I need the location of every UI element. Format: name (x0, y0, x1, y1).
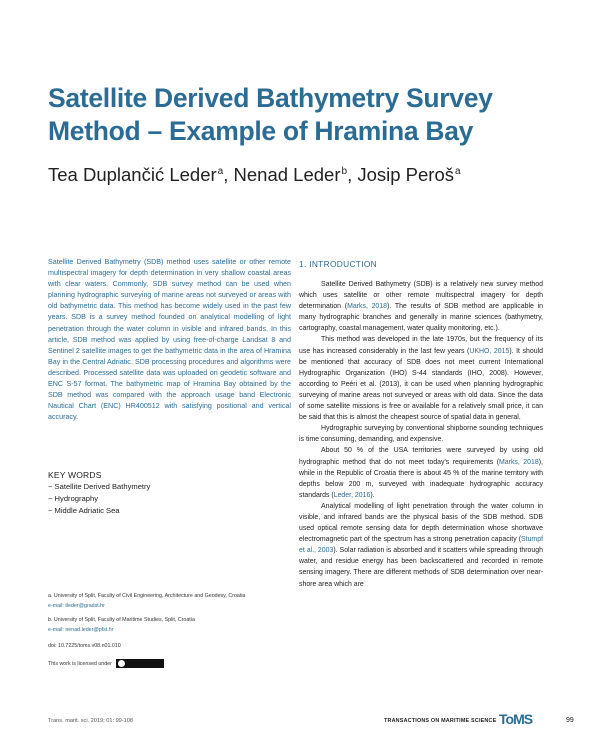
citation-link[interactable]: Leder, 2016 (333, 491, 371, 499)
journal-logo: ToMS (499, 711, 533, 727)
creative-commons-badge-icon[interactable] (116, 659, 164, 668)
keywords-heading: KEY WORDS (48, 470, 102, 480)
author-name: Tea Duplančić Leder (48, 164, 217, 185)
affiliation-b: b. University of Split, Faculty of Maritime Studies, Split, Croatia (48, 617, 195, 623)
paragraph: Analytical modelling of light penetration through the water column in visible, and infrared bands are the physical basis of the SDB method. SDB used optical remote sensing data for depth determination whose shortwave electromagnetic part of the spectrum has a strong penetration capacity (Stumpf et al., 2003). Solar radiation is absorbed and it scatters while spreading through water, and residue energy has been backscattered and recorded in remote sensing imagery. There are different methods of SDB determination over near-shore area which are (299, 502, 543, 588)
footer-journal-name: TRANSACTIONS ON MARITIME SCIENCE (384, 718, 497, 724)
license (48, 659, 164, 668)
email-a-link[interactable]: e-mail: tleder@gradst.hr (48, 603, 105, 609)
title-line-1: Satellite Derived Bathymetry Survey (48, 83, 493, 113)
author-affiliation-mark: a (455, 165, 461, 177)
email-b-link[interactable]: e-mail: nenad.leder@pfst.hr (48, 627, 114, 633)
citation-link[interactable]: UKHO, 2015 (469, 347, 510, 355)
citation-link[interactable]: Stumpf et al., 2003 (299, 536, 543, 555)
paragraph: This method was developed in the late 1970s, but the frequency of its use has increased considerably in the last few years (UKHO, 2015). It should be mentioned that accuracy of SDB does not meet current International Hydrographic Organization (IHO) S-44 standards (IHO, 2008). However, according to Peéri et al. (2013), it can be used when planning hydrographic surveying of marine areas not surveyed or areas with old data. Since the data of some satellite missions is free or available for a relatively small price, it can be said that this is almost the cheapest source of spatial data in general. (299, 336, 543, 422)
license-text: This work is licensed under (48, 660, 112, 667)
keyword: ~ Hydrography (48, 494, 99, 504)
affiliation-a: a. University of Split, Faculty of Civil Engineering, Architecture and Geodesy, Croatia (48, 593, 246, 599)
abstract: Satellite Derived Bathymetry (SDB) method uses satellite or other remote multispectral imagery for depth determination in very shallow coastal areas with clear waters. Commonly, SDB survey method can be used when planning hydrographic surveying of marine areas not surveyed or areas with old bathymetric data. This method has become widely used in the past few years. SDB is a survey method founded on analytical modelling of light penetration through the water column in visible and infrared bands. In this article, SDB method was applied by using free-of-charge Landsat 8 and Sentinel 2 satellite images to get the bathymetric data in the area of Hramina Bay in the Central Adriatic. SDB processing procedures and algorithms were described. Processed satellite data was uploaded on geodetic software and ENC S-57 format. The bathymetric map of Hramina Bay obtained by the SDB method was compared with the approach usage band Electronic Nautical Chart (ENC) HR400512 with satisfying positional and vertical accuracy. (48, 258, 291, 422)
keyword: ~ Satellite Derived Bathymetry (48, 482, 151, 491)
author-name: Josip Peroš (357, 164, 454, 185)
doi: doi: 10.7225/toms.v08.n01.010 (48, 643, 121, 649)
title-line-2: Method – Example of Hramina Bay (48, 116, 474, 146)
body-text (299, 279, 543, 590)
paragraph: Satellite Derived Bathymetry (SDB) is a relatively new survey method which uses satellite or other remote multispectral imagery for depth determination (Marks, 2018). The results of SDB method are applicable in many hydrographic branches and generally in marine sciences (bathymetry, cartography, coastal management, water quality monitoring, etc.). (299, 281, 543, 333)
author-affiliation-mark: b (341, 165, 348, 177)
paragraph: Hydrographic surveying by conventional shipborne sounding techniques is time consuming, demanding, and expensive. (299, 425, 543, 444)
citation-link[interactable]: Marks, 2018 (347, 303, 388, 311)
authors: Tea Duplančić Leder$^a$, Nenad Leder$^b$, Josip Peroš$^a$ (48, 164, 461, 185)
section-heading-introduction: 1. INTRODUCTION (299, 259, 378, 269)
keyword: ~ Middle Adriatic Sea (48, 506, 120, 516)
author-affiliation-mark: a (217, 165, 224, 177)
paper-title (48, 82, 558, 148)
footer-citation: Trans. marit. sci. 2019; 01: 99-108 (48, 718, 133, 724)
citation-link[interactable]: Marks, 2018 (499, 458, 539, 466)
paragraph: About 50 % of the USA territories were surveyed by using old hydrographic method that do not meet today's requirements (Marks, 2018), while in the Republic of Croatia there is about 45 % of the marine territory with depths below 200 m, surveyed with inadequate hydrographic accuracy standards (Leder, 2016). (299, 447, 543, 499)
page-number: 99 (566, 717, 574, 724)
author-name: Nenad Leder (233, 164, 341, 185)
keywords-list (48, 481, 150, 518)
